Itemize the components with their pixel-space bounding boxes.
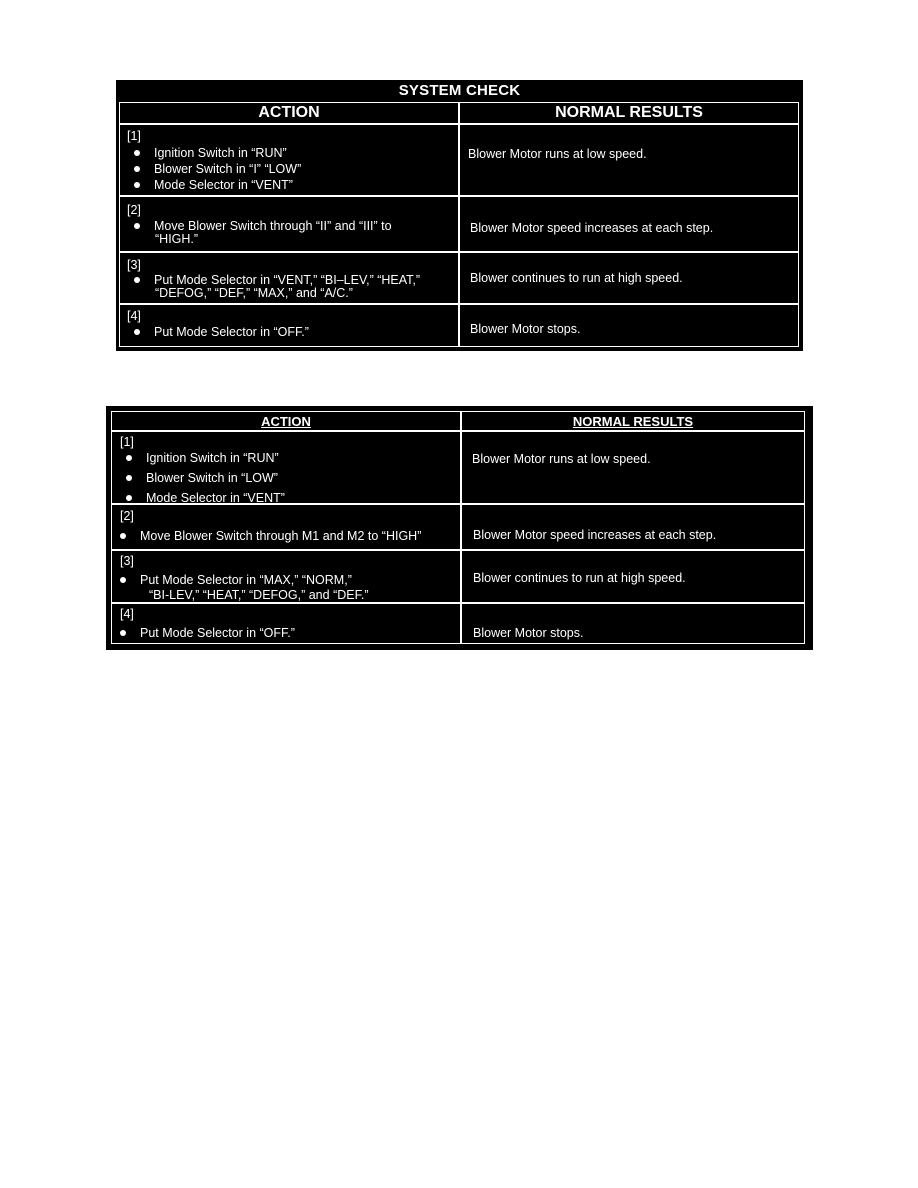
result-cell bbox=[461, 504, 805, 550]
bullet-icon bbox=[134, 150, 140, 156]
table-title: SYSTEM CHECK bbox=[398, 82, 521, 99]
step-number: [3] bbox=[127, 258, 141, 272]
list-item: Blower Switch in “I” “LOW” bbox=[134, 162, 301, 176]
list-item: Put Mode Selector in “VENT,” “BI–LEV,” “HEAT,” bbox=[134, 273, 420, 287]
list-item: Put Mode Selector in “MAX,” “NORM,” bbox=[120, 573, 352, 587]
bullet-icon bbox=[126, 475, 132, 481]
bullet-icon bbox=[134, 182, 140, 188]
result-text: Blower Motor speed increases at each step. bbox=[470, 221, 714, 235]
table-row bbox=[111, 431, 461, 504]
list-item: Ignition Switch in “RUN” bbox=[134, 146, 287, 160]
step-number: [2] bbox=[120, 509, 134, 523]
result-cell bbox=[459, 196, 799, 252]
list-item: Put Mode Selector in “OFF.” bbox=[134, 325, 309, 339]
list-item: Ignition Switch in “RUN” bbox=[126, 451, 279, 465]
list-item: Mode Selector in “VENT” bbox=[134, 178, 293, 192]
list-item-continuation: “DEFOG,” “DEF,” “MAX,” and “A/C.” bbox=[155, 286, 353, 300]
table-row bbox=[119, 124, 459, 196]
result-text: Blower Motor speed increases at each step. bbox=[473, 528, 717, 542]
list-item: Move Blower Switch through “II” and “III” to bbox=[134, 219, 392, 233]
table-row bbox=[111, 504, 461, 550]
list-item-continuation: “HIGH.” bbox=[155, 232, 199, 246]
result-cell bbox=[459, 252, 799, 304]
action-column-header: ACTION bbox=[111, 411, 461, 431]
result-text: Blower Motor stops. bbox=[473, 626, 584, 640]
result-cell bbox=[459, 304, 799, 347]
step-number: [4] bbox=[127, 309, 141, 323]
list-item: Put Mode Selector in “OFF.” bbox=[120, 626, 295, 640]
step-number: [3] bbox=[120, 554, 134, 568]
result-cell bbox=[461, 603, 805, 644]
step-number: [1] bbox=[127, 129, 141, 143]
bullet-icon bbox=[120, 630, 126, 636]
result-text: Blower continues to run at high speed. bbox=[473, 571, 686, 585]
bullet-icon bbox=[134, 329, 140, 335]
results-column-header: NORMAL RESULTS bbox=[461, 411, 805, 431]
table-row bbox=[119, 304, 459, 347]
action-column-header: ACTION bbox=[119, 102, 459, 124]
result-text: Blower Motor runs at low speed. bbox=[468, 147, 647, 161]
bullet-icon bbox=[126, 495, 132, 501]
system-check-table bbox=[116, 80, 803, 351]
list-item: Mode Selector in “VENT” bbox=[126, 491, 285, 505]
blower-check-table bbox=[106, 406, 813, 650]
table-row bbox=[119, 252, 459, 304]
bullet-icon bbox=[134, 223, 140, 229]
step-number: [1] bbox=[120, 435, 134, 449]
bullet-icon bbox=[134, 166, 140, 172]
bullet-icon bbox=[134, 277, 140, 283]
table-row bbox=[111, 603, 461, 644]
table-row bbox=[111, 550, 461, 603]
list-item: Blower Switch in “LOW” bbox=[126, 471, 278, 485]
result-text: Blower Motor runs at low speed. bbox=[472, 452, 651, 466]
result-cell bbox=[461, 431, 805, 504]
step-number: [4] bbox=[120, 607, 134, 621]
result-text: Blower Motor stops. bbox=[470, 322, 581, 336]
bullet-icon bbox=[120, 577, 126, 583]
result-cell bbox=[461, 550, 805, 603]
step-number: [2] bbox=[127, 203, 141, 217]
result-cell bbox=[459, 124, 799, 196]
result-text: Blower continues to run at high speed. bbox=[470, 271, 683, 285]
results-column-header: NORMAL RESULTS bbox=[459, 102, 799, 124]
bullet-icon bbox=[126, 455, 132, 461]
bullet-icon bbox=[120, 533, 126, 539]
list-item-continuation: “BI-LEV,” “HEAT,” “DEFOG,” and “DEF.” bbox=[149, 588, 369, 602]
table-row bbox=[119, 196, 459, 252]
list-item: Move Blower Switch through M1 and M2 to “HIGH” bbox=[120, 529, 421, 543]
